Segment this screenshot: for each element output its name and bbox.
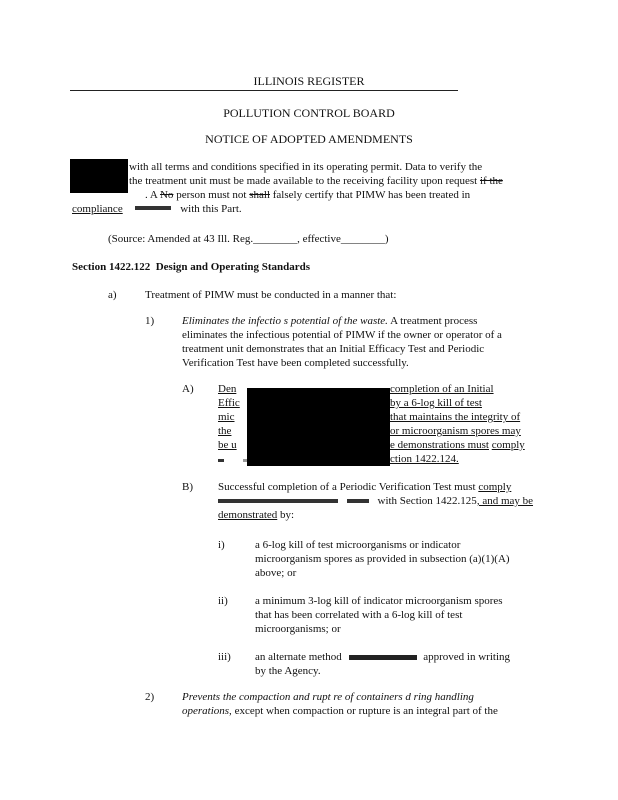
item-A-l4-b: or microorganism spores may: [390, 425, 521, 437]
item-1-line-4: Verification Test have been completed successfully.: [182, 357, 409, 369]
item-B-l2-a: with Section 1422.125: [377, 495, 477, 507]
item-B-line-1: [218, 480, 511, 494]
item-1-line-2: eliminates the infectious potential of PIMW if the owner or operator of a: [182, 329, 502, 341]
item-i-line-3: above; or: [255, 567, 297, 579]
item-B-comply: comply: [478, 481, 512, 493]
intro-line-4: [72, 202, 242, 216]
intro-line-3: [145, 188, 470, 202]
register-title: ILLINOIS REGISTER: [253, 74, 365, 88]
item-1-heading: Eliminates the infectio s potential of the waste.: [182, 315, 388, 327]
item-1-label: 1): [145, 315, 155, 327]
item-iii-line-1: [255, 650, 510, 664]
item-A-l1-a: Den: [218, 383, 237, 395]
intro-line-3-c: falsely certify that PIMW has been treated in: [272, 189, 471, 201]
item-A-l4-a: the: [218, 425, 232, 437]
item-ii-line-3: microorganisms; or: [255, 623, 341, 635]
redaction-strip: [349, 655, 417, 660]
intro-line-3-a: . A: [145, 189, 158, 201]
redaction-speck: [218, 459, 224, 462]
item-ii-label: ii): [218, 595, 228, 607]
item-B-l1-a: Successful completion of a Periodic Verification Test must: [218, 481, 476, 493]
item-iii-l1-b: approved in writing: [423, 651, 511, 663]
subsection-a-text: Treatment of PIMW must be conducted in a manner that:: [145, 289, 397, 301]
item-A-l5-b: e demonstrations must: [390, 439, 489, 451]
redaction-box: [247, 388, 390, 466]
item-B-line-2: [218, 494, 533, 508]
redaction-box: [70, 159, 128, 193]
notice-title: NOTICE OF ADOPTED AMENDMENTS: [205, 132, 413, 146]
item-1-line-3: treatment unit demonstrates that an Initial Efficacy Test and Periodic: [182, 343, 485, 355]
item-A-l6-b: ction 1422.124.: [390, 453, 459, 465]
section-heading: [72, 260, 310, 274]
item-A-l3-a: mic: [218, 411, 235, 423]
item-2-line-2-rest: except when compaction or rupture is an integral part of the: [231, 705, 498, 717]
item-1-line-1: [182, 314, 477, 328]
item-1-line-1-rest: A treatment process: [387, 315, 478, 327]
item-B-line-3: [218, 508, 294, 522]
item-A-l5: [390, 438, 525, 452]
intro-line-2-text: the treatment unit must be made available to the receiving facility upon request: [129, 175, 478, 187]
item-B-by: by:: [277, 509, 295, 521]
intro-line-4-b: with this Part.: [180, 203, 242, 215]
item-iii-line-2: by the Agency.: [255, 665, 321, 677]
item-A-l1-b: completion of an Initial: [390, 383, 494, 395]
redaction-strip: [347, 499, 369, 503]
redaction-strip: [218, 499, 338, 503]
item-A-label: A): [182, 383, 194, 395]
intro-line-2: [129, 174, 503, 188]
source-note: (Source: Amended at 43 Ill. Reg.________, effective________): [108, 233, 389, 245]
intro-strike-shall: shall: [249, 189, 270, 201]
subsection-a-label: a): [108, 289, 117, 301]
item-A-l2-b: by a 6-log kill of test: [390, 397, 482, 409]
item-B-label: B): [182, 481, 193, 493]
item-i-label: i): [218, 539, 225, 551]
item-iii-label: iii): [218, 651, 231, 663]
item-A-l2-a: Effic: [218, 397, 240, 409]
intro-compliance: compliance: [72, 203, 123, 215]
item-B-demonstrated: demonstrated: [218, 509, 278, 521]
item-ii-line-1: a minimum 3-log kill of indicator microorganism spores: [255, 595, 503, 607]
item-2-line-2: [182, 704, 498, 718]
item-i-line-1: a 6-log kill of test microorganisms or indicator: [255, 539, 461, 551]
item-iii-l1-a: an alternate method: [255, 651, 342, 663]
redaction-strip: [135, 206, 171, 210]
section-number: Section 1422.122: [72, 261, 151, 273]
section-title: Design and Operating Standards: [155, 261, 311, 273]
board-title: POLLUTION CONTROL BOARD: [223, 106, 395, 120]
item-A-l3-b: that maintains the integrity of: [390, 411, 521, 423]
item-ii-line-2: that has been correlated with a 6-log kill of test: [255, 609, 463, 621]
item-2-label: 2): [145, 691, 155, 703]
item-2-operations: operations,: [182, 705, 232, 717]
intro-strike-no: No: [159, 189, 174, 201]
item-B-l2-u: , and may be: [476, 495, 534, 507]
intro-line-1: with all terms and conditions specified in its operating permit. Data to verify the: [129, 161, 483, 173]
header-rule: [70, 90, 458, 91]
intro-strike-if-the: if the: [479, 175, 503, 187]
item-A-comply: comply: [491, 439, 525, 451]
item-A-l5-a: be u: [218, 439, 237, 451]
item-i-line-2: microorganism spores as provided in subsection (a)(1)(A): [255, 553, 510, 565]
intro-line-3-b: person must not: [176, 189, 247, 201]
item-2-line-1: Prevents the compaction and rupt re of containers d ring handling: [182, 691, 474, 703]
